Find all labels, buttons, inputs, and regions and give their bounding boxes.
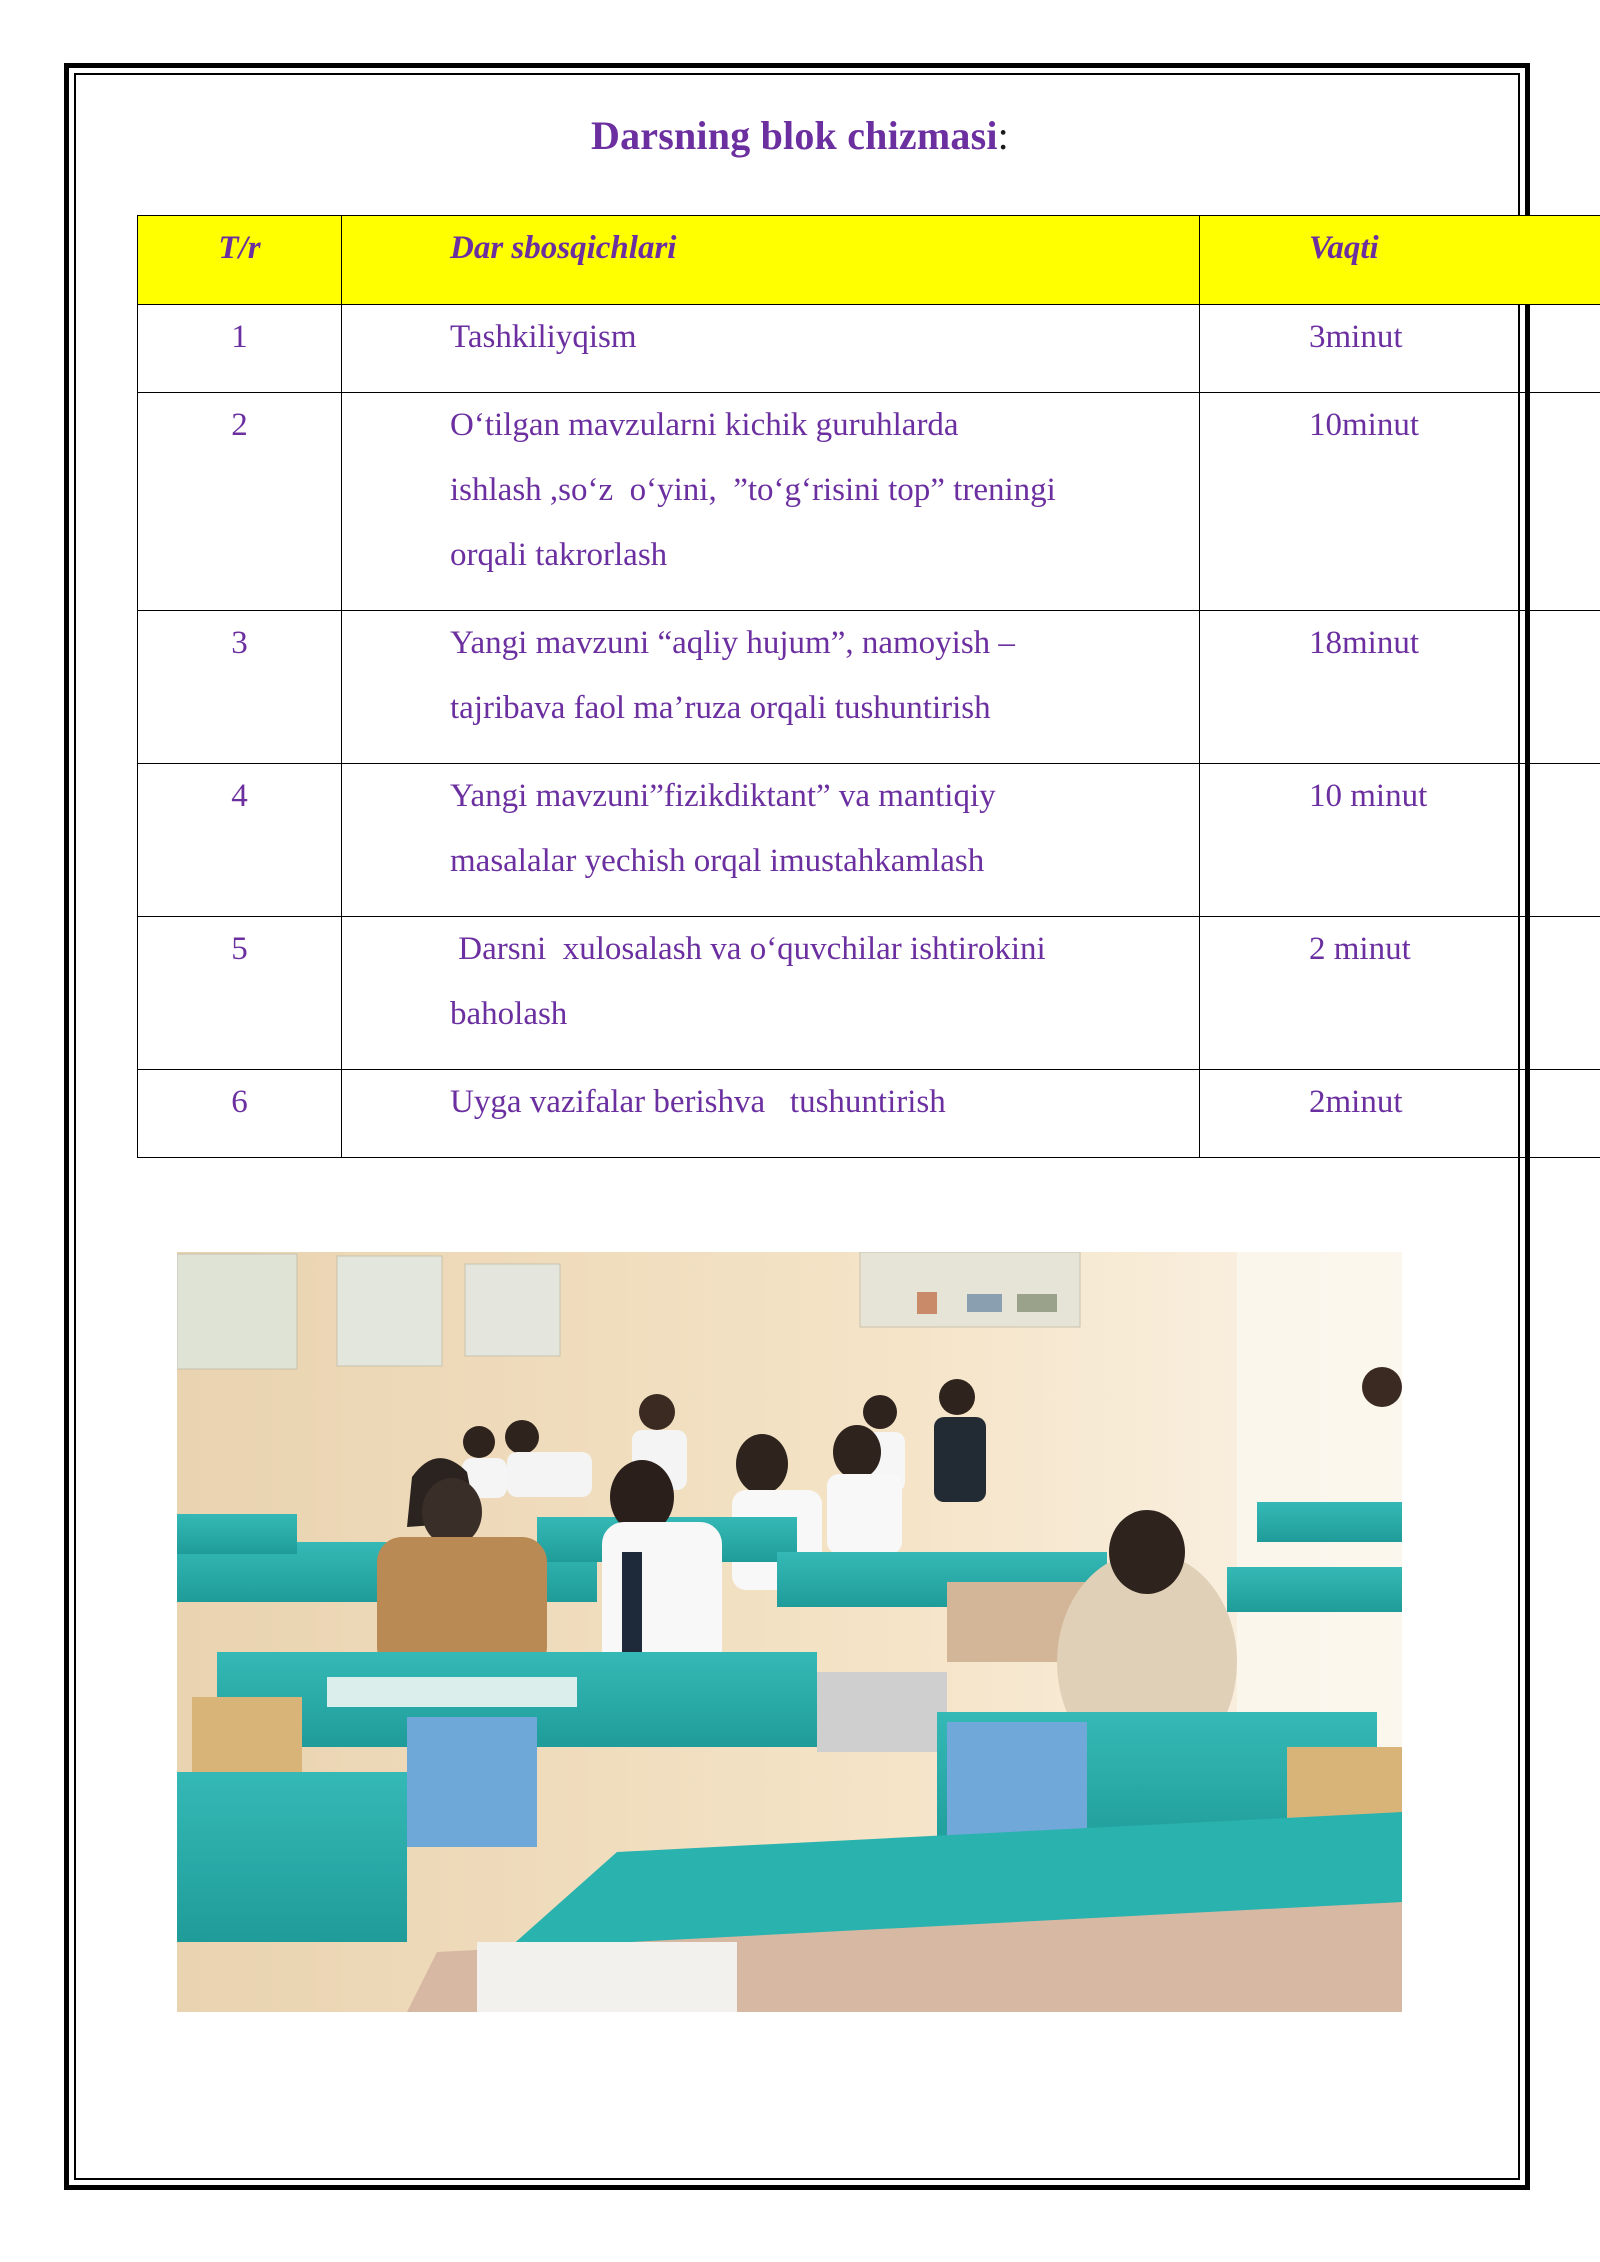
row-time: 10 minut — [1200, 764, 1600, 917]
stage-line: tajribava faol ma’ruza orqali tushuntirish — [450, 690, 991, 726]
row-time: 2minut — [1200, 1070, 1600, 1158]
stage-line: baholash — [450, 996, 568, 1032]
row-stage — [342, 764, 1200, 917]
row-stage — [342, 393, 1200, 611]
classroom-photo — [177, 1252, 1402, 2012]
row-number: 6 — [138, 1070, 342, 1158]
stage-line: masalalar yechish orqal imustahkamlash — [450, 843, 985, 879]
table-header-row — [138, 216, 1600, 305]
header-time: Vaqti — [1200, 216, 1600, 305]
row-time: 3minut — [1200, 305, 1600, 393]
classroom-illustration — [177, 1252, 1402, 2012]
stage-line: Yangi mavzuni “aqliy hujum”, namoyish – — [450, 625, 1015, 661]
table-row — [138, 764, 1600, 917]
row-stage — [342, 1070, 1200, 1158]
row-number: 3 — [138, 611, 342, 764]
row-stage — [342, 611, 1200, 764]
page-title — [0, 112, 1600, 159]
table-row — [138, 1070, 1600, 1158]
stage-line: ishlash ,so‘z o‘yini, ”to‘g‘risini top” treningi — [450, 472, 1056, 508]
stage-line: Uyga vazifalar berishva tushuntirish — [450, 1084, 946, 1120]
stage-line: Tashkiliyqism — [450, 319, 637, 355]
row-time: 10minut — [1200, 393, 1600, 611]
table-row — [138, 393, 1600, 611]
row-number: 4 — [138, 764, 342, 917]
title-colon: : — [997, 113, 1009, 158]
row-number: 5 — [138, 917, 342, 1070]
row-time: 2 minut — [1200, 917, 1600, 1070]
row-stage — [342, 305, 1200, 393]
stage-line: Darsni xulosalash va o‘quvchilar ishtirokini — [450, 931, 1046, 967]
table-row — [138, 305, 1600, 393]
row-time: 18minut — [1200, 611, 1600, 764]
lesson-plan-table — [137, 215, 1600, 1158]
title-text: Darsning blok chizmasi — [590, 113, 998, 158]
table-row — [138, 917, 1600, 1070]
stage-line: orqali takrorlash — [450, 537, 668, 573]
stage-line: O‘tilgan mavzularni kichik guruhlarda — [450, 407, 959, 443]
header-number: T/r — [138, 216, 342, 305]
row-number: 2 — [138, 393, 342, 611]
row-number: 1 — [138, 305, 342, 393]
header-stages: Dar sbosqichlari — [342, 216, 1200, 305]
table-row — [138, 611, 1600, 764]
row-stage — [342, 917, 1200, 1070]
stage-line: Yangi mavzuni”fizikdiktant” va mantiqiy — [450, 778, 996, 814]
